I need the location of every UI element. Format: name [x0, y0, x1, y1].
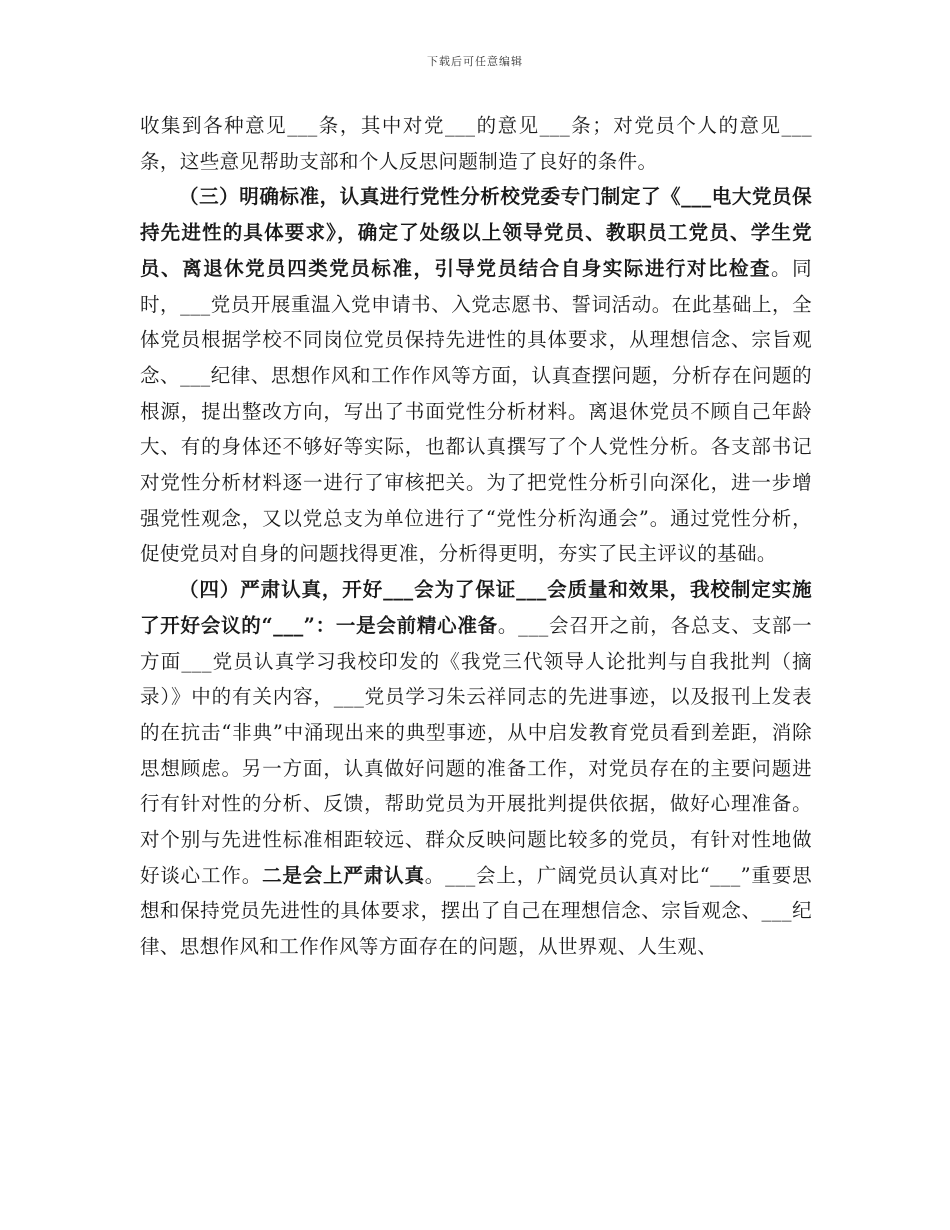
paragraph-1-text: 收集到各种意见___条，其中对党___的意见___条；对党员个人的意见___条，这些意见帮助支部和个人反思问题制造了良好的条件。: [140, 114, 812, 173]
document-body: [140, 108, 812, 965]
paragraph-1: [140, 108, 812, 179]
paragraph-3: [140, 572, 812, 965]
section-heading-3: （三）明确标准，认真进行党性分析校党委专门制定了《___电大党员保持先进性的具体要求》，确定了处级以上领导党员、教职员工党员、学生党员、离退休党员四类党员标准，引导党员结合自身实际进行对比检查: [140, 185, 812, 280]
page-header-note: 下载后可任意编辑: [427, 55, 523, 68]
paragraph-3-text: 。___会召开之前，各总支、支部一方面___党员认真学习我校印发的《我党三代领导人论批判与自我批判（摘录）》中的有关内容，___党员学习朱云祥同志的先进事迹，以及报刊上发表的在抗击“非典”中涌现出来的典型事迹，从中启发教育党员看到差距，消除思想顾虑。另一方面，认真做好问题的准备工作，对党员存在的主要问题进行有针对性的分析、反馈，帮助党员为开展批判提供依据，做好心理准备。对个别与先进性标准相距较远、群众反映问题比较多的党员，有针对性地做好谈心工作。: [140, 613, 812, 887]
section-heading-4: （四）严肃认真，开好___会为了保证___会质量和效果，我校制定实施了开好会议的“___”：一是会前精心准备: [140, 578, 812, 637]
paragraph-2-text: 。同时，___党员开展重温入党申请书、入党志愿书、誓词活动。在此基础上，全体党员根据学校不同岗位党员保持先进性的具体要求，从理想信念、宗旨观念、___纪律、思想作风和工作作风等方面，认真查摆问题，分析存在问题的根源，提出整改方向，写出了书面党性分析材料。离退休党员不顾自己年龄大、有的身体还不够好等实际，也都认真撰写了个人党性分析。各支部书记对党性分析材料逐一进行了审核把关。为了把党性分析引向深化，进一步增强党性观念，又以党总支为单位进行了“党性分析沟通会”。通过党性分析，促使党员对自身的问题找得更准，分析得更明，夯实了民主评议的基础。: [140, 256, 812, 566]
paragraph-3-text-2: 。___会上，广阔党员认真对比“___”重要思想和保持党员先进性的具体要求，摆出了自己在理想信念、宗旨观念、___纪律、思想作风和工作作风等方面存在的问题，从世界观、人生观、: [140, 863, 813, 959]
sub-heading-meeting: 二是会上严肃认真: [262, 863, 425, 887]
paragraph-2: [140, 179, 812, 572]
